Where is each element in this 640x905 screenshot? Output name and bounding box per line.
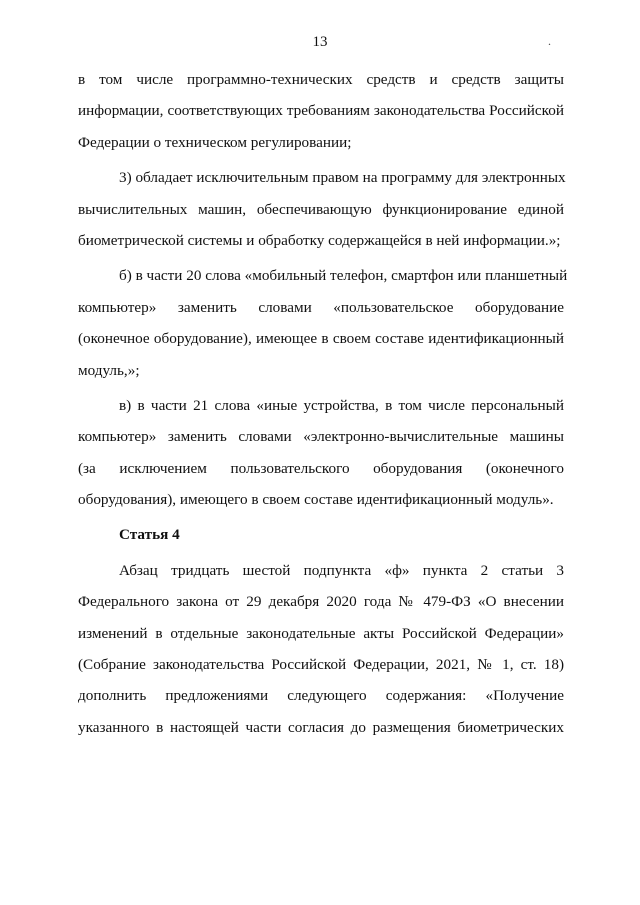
text-line: (оконечное оборудование), имеющее в своем составе идентификационный <box>78 330 564 348</box>
text-line: (Собрание законодательства Российской Федерации, 2021, № 1, ст. 18) <box>78 656 564 674</box>
text-line: модуль,»; <box>78 361 140 379</box>
paragraph <box>78 555 564 743</box>
page-number: 13 <box>312 34 328 50</box>
text-line: вычислительных машин, обеспечивающую функционирование единой <box>78 200 564 218</box>
text-line: Федерального закона от 29 декабря 2020 года № 479-ФЗ «О внесении <box>78 593 564 611</box>
text-line: б) в части 20 слова «мобильный телефон, смартфон или планшетный <box>119 267 568 285</box>
text-line: Статья 4 <box>119 526 180 544</box>
text-line: оборудования), имеющего в своем составе идентификационный модуль». <box>78 491 554 509</box>
text-line: (за исключением пользовательского оборудования (оконечного <box>78 459 564 477</box>
paragraph <box>78 260 568 386</box>
text-line: Федерации о техническом регулировании; <box>78 133 352 151</box>
text-line: изменений в отдельные законодательные акты Российской Федерации» <box>78 624 564 642</box>
text-line: компьютер» заменить словами «пользовательское оборудование <box>78 298 564 316</box>
text-line: указанного в настоящей части согласия до размещения биометрических <box>78 718 564 736</box>
text-line: компьютер» заменить словами «электронно-вычислительные машины <box>78 428 564 446</box>
paragraph <box>78 162 564 256</box>
text-line: биометрической системы и обработку содержащейся в ней информации.»; <box>78 231 561 249</box>
text-line: в том числе программно-технических средств и средств защиты <box>78 71 564 88</box>
text-line: Абзац тридцать шестой подпункта «ф» пункта 2 статьи 3 <box>119 561 564 579</box>
text-line: информации, соответствующих требованиям законодательства Российской <box>78 102 564 120</box>
corner-mark: . <box>548 34 551 48</box>
paragraph <box>78 64 564 158</box>
document-body <box>78 64 568 747</box>
text-line: 3) обладает исключительным правом на программу для электронных <box>119 169 566 187</box>
text-line: в) в части 21 слова «иные устройства, в том числе персональный <box>119 396 564 414</box>
section-heading <box>78 519 564 550</box>
paragraph <box>78 390 564 516</box>
text-line: дополнить предложениями следующего содержания: «Получение <box>78 687 564 705</box>
